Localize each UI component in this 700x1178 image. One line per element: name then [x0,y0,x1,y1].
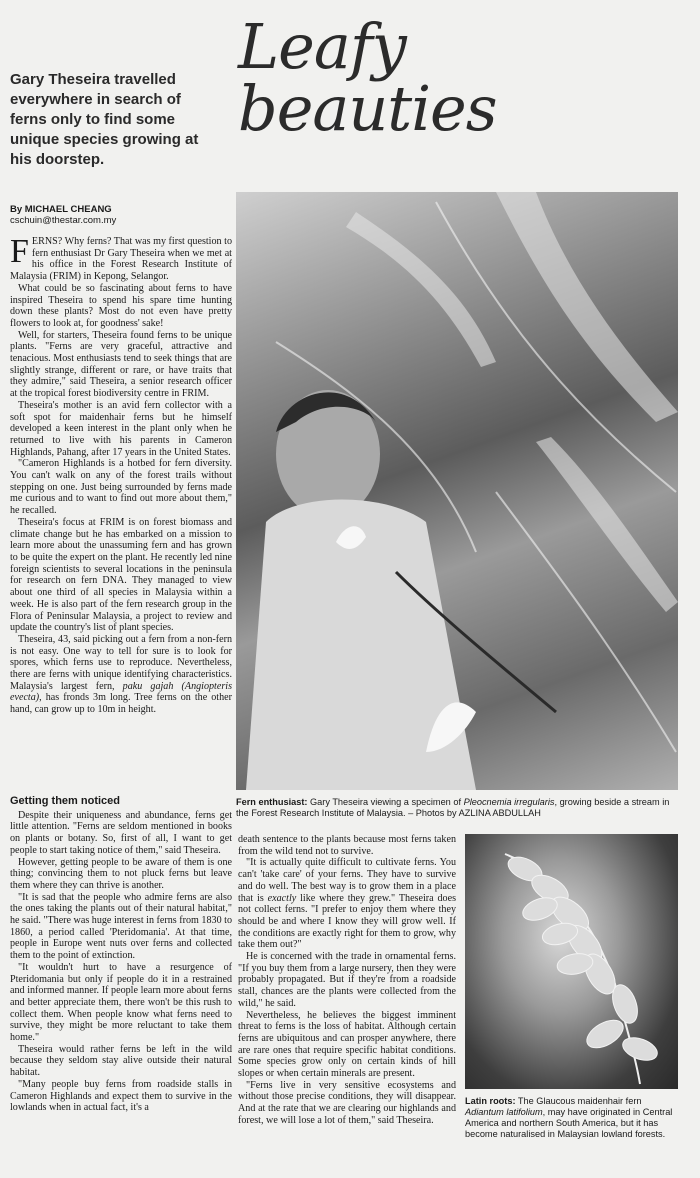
paragraph: He is concerned with the trade in ornamental ferns. "If you buy them from a large nursery, then they were probably propagated. But if they're from a roadside stall, chances are the plants were collected from the wild," he said. [238,951,456,1009]
fern-photo-illustration [236,192,678,790]
paragraph: Theseira, 43, said picking out a fern from a non-fern is not easy. One way to tell for sure is to look for spores, which ferns use to reproduce. Nevertheless, there are ferns with unique identifying characteristics. Malaysia's largest fern, paku gajah (Angiopteris evecta), has fronds 3m long. Tree ferns on the other hand, can grow up to 10m in height. [10,633,233,716]
subhead: Getting them noticed [10,795,120,807]
article-column-1-lower [10,796,232,1114]
fern-enthusiast-photo [236,192,678,790]
paragraph: Theseira's mother is an avid fern collector with a soft spot for maidenhair ferns but he himself developed a keen interest in the plant only when he returned to live with his parents in Cameron Highlands, Pahang, after 17 years in the United States. [10,399,232,458]
maidenhair-fern-illustration [465,834,678,1089]
paragraph: What could be so fascinating about ferns to have inspired Theseira to spend his spare time hunting down these plants? Most do not even have pretty flowers to look at, for goodness' sake! [10,282,232,329]
paragraph: "It wouldn't hurt to have a resurgence of Pteridomania but only if people do it in a restrained and informed manner. If people learn more about ferns and better appreciate them, there won't be this rush to collect them. When people know what ferns need to survive, they might be more reluctant to take them home." [10,961,232,1044]
paragraph: Theseira's focus at FRIM is on forest biomass and climate change but he has embarked on a mission to learn more about the unassuming fern and has grown to be quite the expert on the plant. He recently led nine foreign scientists to several locations in the peninsula for research on fern DNA. They managed to view about one third of all species in Malaysia within a week. He is also part of the fern research group in the Flora of Peninsular Malaysia, a project to review and update the country's list of plant species. [10,516,232,634]
headline-line1: Leafy [238,10,406,83]
maidenhair-fern-photo [465,834,678,1089]
article-column-1 [10,233,233,716]
photo-caption-1: Fern enthusiast: Gary Theseira viewing a specimen of Pleocnemia irregularis, growing beside a stream in the Forest Research Institute of Malaysia. – Photos by AZLINA ABDULLAH [236,797,670,818]
article-column-2 [238,834,456,1127]
deck: Gary Theseira travelled everywhere in search of ferns only to find some unique species growing at his doorstep. [10,71,199,168]
paragraph: Theseira would rather ferns be left in the wild because they seldom stay alive outside their natural habitat. [10,1043,232,1079]
headline [238,10,538,145]
paragraph: "It is sad that the people who admire ferns are also the ones taking the plants out of their natural habitat," he said. "There was huge interest in ferns from 1830 to 1860, a period called 'Pteridomania'. At that time, people in Europe went nuts over ferns and collected them to the point of extinction. [10,891,232,962]
paragraph: "Ferns live in very sensitive ecosystems and without those precise conditions, they will disappear. And at the rate that we are clearing our highlands and forest, we will lose a lot of them," said Theseira. [238,1079,456,1126]
photo-caption-2: Latin roots: The Glaucous maidenhair fern Adiantum latifolium, may have originated in Central America and northern South America, but it has become naturalised in Malaysian lowland forests. [465,1096,673,1139]
dropcap: F [10,233,29,270]
paragraph: "Cameron Highlands is a hotbed for fern diversity. You can't walk on any of the forest trails without stepping on one. Just being surrounded by ferns made me curious and to want to find out more about them," he recalled. [10,458,232,517]
headline-line2: beauties [238,72,497,145]
paragraph: Despite their uniqueness and abundance, ferns get little attention. "Ferns are seldom mentioned in books on plants or botany. So, first of all, I want to get people to start taking notice of them," said Theseira. [10,809,232,856]
paragraph: FERNS? Why ferns? That was my first question to fern enthusiast Dr Gary Theseira when we met at his office in the Forest Research Institute of Malaysia (FRIM) in Kepong, Selangor. [10,233,232,283]
paragraph: "Many people buy ferns from roadside stalls in Cameron Highlands and expect them to survive in the lowlands when in actual fact, it's a [10,1078,232,1114]
byline [10,204,116,226]
byline-email: cschuin@thestar.com.my [10,215,117,226]
paragraph: "It is actually quite difficult to cultivate ferns. You can't 'take care' of your ferns. They have to survive and do well. The best way is to grow them in a place that is exactly like where they grew." Theseira does not collect ferns. "I prefer to enjoy them where they should be and where I know they will grow well. If the conditions are exactly right for them to grow, why take them out?" [238,857,456,951]
byline-author: By MICHAEL CHEANG [10,204,112,215]
paragraph: Nevertheless, he believes the biggest imminent threat to ferns is the loss of habitat. Although certain ferns are ubiquitous and can prosper anywhere, there are rare ones that require specific habitat conditions. Some species grow only on certain kinds of hill slopes or when certain minerals are present. [238,1009,456,1080]
paragraph: Well, for starters, Theseira found ferns to be unique plants. "Ferns are very graceful, attractive and tenacious. Most enthusiasts tend to seek things that are slightly strange, different or rare, or have traits that they admire," said Theseira, a senior research officer at the tropical forest biodiversity centre in FRIM. [10,329,232,400]
paragraph: However, getting people to be aware of them is one thing; convincing them to not pluck ferns but leave them where they can thrive is another. [10,856,232,891]
paragraph: death sentence to the plants because most ferns taken from the wild tend not to survive. [238,834,456,857]
